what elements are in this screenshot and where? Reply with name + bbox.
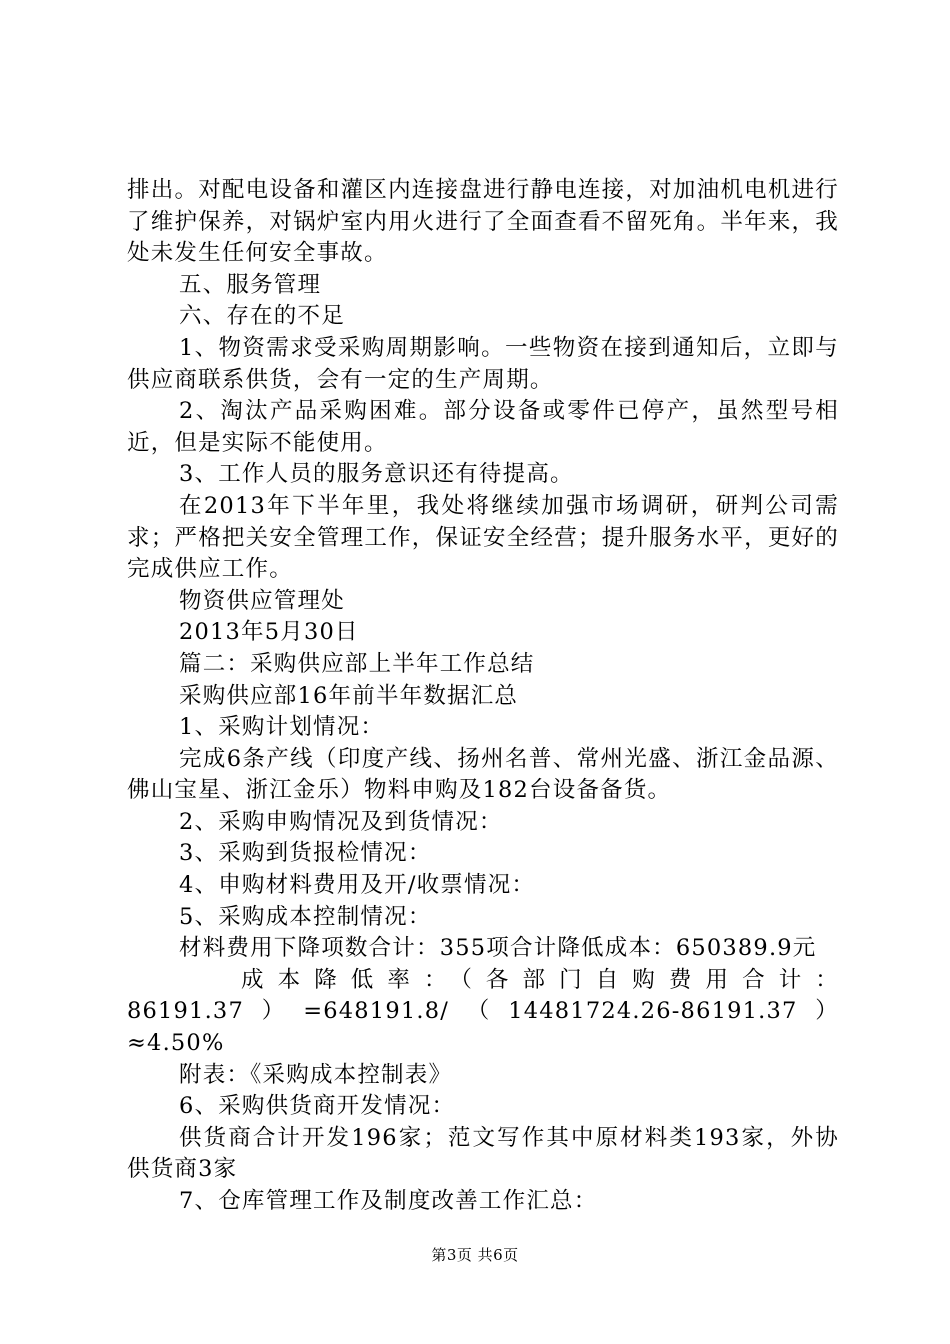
section-subtitle: 采购供应部16年前半年数据汇总 <box>179 682 519 709</box>
heading-requisition: 2、采购申购情况及到货情况： <box>179 808 503 835</box>
section-title-part-two: 篇二：采购供应部上半年工作总结 <box>179 650 535 677</box>
paragraph-cost-reduction: 材料费用下降项数合计：355项合计降低成本：650389.9元 <box>179 935 817 962</box>
signature-date: 2013年5月30日 <box>179 619 359 646</box>
paragraph-cost-rate-line1: 成本降低率：（各部门自购费用合计： <box>241 966 839 993</box>
paragraph-plan: 在2013年下半年里，我处将继续加强市场调研，研判公司需求；严格把关安全管理工作，保证安全经营；提升服务水平，更好的完成供应工作。 <box>127 492 839 583</box>
paragraph-shortcoming-2: 2、淘汰产品采购困难。部分设备或零件已停产，虽然型号相近，但是实际不能使用。 <box>127 398 839 456</box>
heading-service-management: 五、服务管理 <box>179 271 322 298</box>
document-body <box>127 175 839 1218</box>
heading-cost-control: 5、采购成本控制情况： <box>179 903 432 930</box>
heading-invoices: 4、申购材料费用及开/收票情况： <box>179 872 536 899</box>
paragraph-safety: 排出。对配电设备和灌区内连接盘进行静电连接，对加油机电机进行了维护保养，对锅炉室内用火进行了全面查看不留死角。半年来，我处未发生任何安全事故。 <box>127 177 839 267</box>
signature-department: 物资供应管理处 <box>179 587 345 614</box>
heading-supplier-development: 6、采购供货商开发情况： <box>179 1093 456 1120</box>
page-footer: 第3页 共6页 <box>431 1246 519 1264</box>
heading-warehouse: 7、仓库管理工作及制度改善工作汇总： <box>179 1188 598 1214</box>
paragraph-shortcoming-1: 1、物资需求受采购周期影响。一些物资在接到通知后，立即与供应商联系供货，会有一定的生产周期。 <box>127 334 839 393</box>
heading-inspection: 3、采购到货报检情况： <box>179 840 432 867</box>
paragraph-cost-rate-line2: 86191.37）=648191.8/（14481724.26-86191.37）≈4.50% <box>127 998 839 1057</box>
heading-shortcomings: 六、存在的不足 <box>179 303 345 330</box>
heading-purchase-plan: 1、采购计划情况： <box>179 714 385 741</box>
paragraph-purchase-plan: 完成6条产线（印度产线、扬州名普、常州光盛、浙江金品源、佛山宝星、浙江金乐）物料申购及182台设备备货。 <box>127 745 839 804</box>
paragraph-suppliers: 供货商合计开发196家；范文写作其中原材料类193家，外协供货商3家 <box>127 1124 839 1183</box>
paragraph-appendix: 附表：《采购成本控制表》 <box>179 1061 453 1088</box>
paragraph-shortcoming-3: 3、工作人员的服务意识还有待提高。 <box>179 461 574 488</box>
